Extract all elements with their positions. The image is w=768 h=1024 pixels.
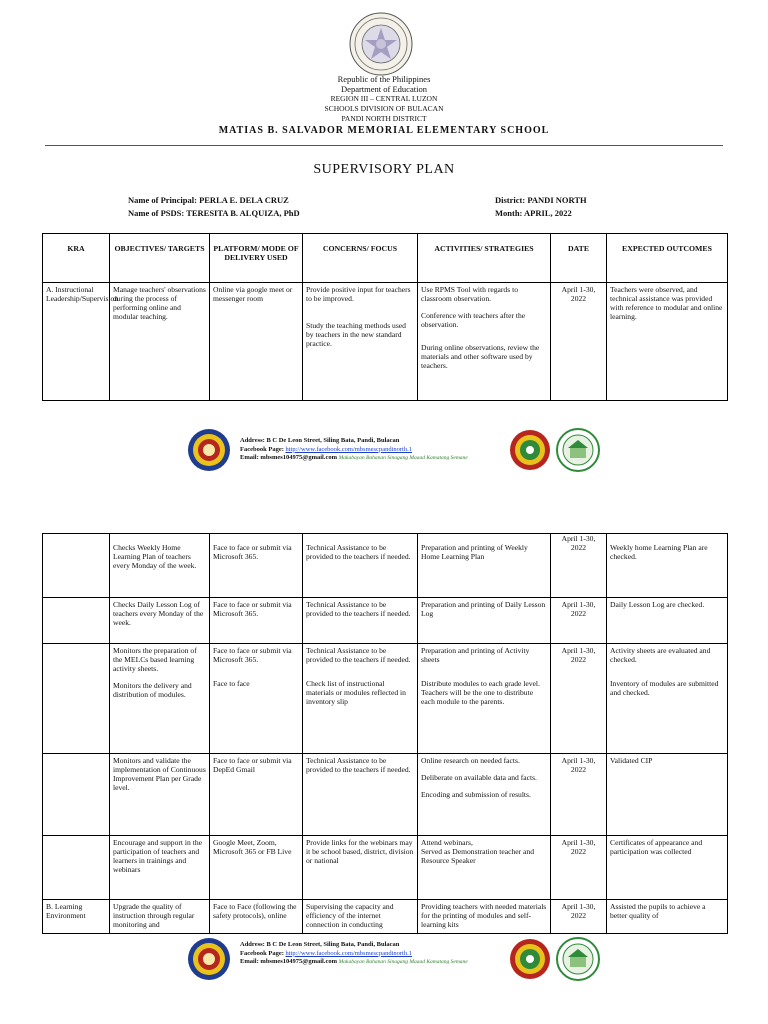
header-concerns: CONCERNS/ FOCUS (303, 234, 418, 283)
supervisory-plan-table (42, 233, 728, 401)
date-cell: April 1-30, 2022 (551, 534, 607, 598)
header-date: DATE (551, 234, 607, 283)
motto-text: Makabayan Bahanan Sinagang Maaad Kamatang Semane (338, 959, 468, 965)
email-label: Email: (240, 958, 259, 965)
supervisory-plan-table-continued (42, 533, 728, 934)
psds-label: Name of PSDS: (128, 208, 185, 218)
platform-cell: Google Meet, Zoom, Microsoft 365 or FB Live (210, 836, 303, 900)
activity-cell: Preparation and printing of Daily Lesson Log (418, 598, 551, 644)
outcome-cell (607, 644, 728, 754)
activity-item: Distribute modules to each grade level. (421, 679, 540, 688)
deped-seal-logo (349, 12, 413, 76)
header-activities: ACTIVITIES/ STRATEGIES (418, 234, 551, 283)
footer-contact (240, 941, 468, 967)
kra-cell: A. Instructional Leadership/Supervision (43, 283, 110, 401)
objective-item: Monitors the delivery and distribution of modules. (113, 681, 192, 699)
kra-cell (43, 644, 110, 754)
email-line (240, 454, 468, 463)
header-platform: PLATFORM/ MODE OF DELIVERY USED (210, 234, 303, 283)
table-row (43, 900, 728, 934)
header-line-5: PANDI NORTH DISTRICT (341, 114, 427, 123)
month-value: APRIL, 2022 (524, 208, 572, 218)
outcome-cell: Assisted the pupils to achieve a better quality of (607, 900, 728, 934)
facebook-link[interactable]: http://www.facebook.com/mbsmescpandinorth.1 (285, 445, 412, 453)
activity-cell: Providing teachers with needed materials for the printing of modules and self-learning kits (418, 900, 551, 934)
activity-item: Encoding and submission of results. (421, 790, 531, 799)
kra-cell (43, 534, 110, 598)
header-line-3: REGION III – CENTRAL LUZON (330, 94, 438, 103)
header-line-2: Department of Education (341, 84, 427, 94)
district-label: District: (495, 195, 526, 205)
email-value: mbsmes104975@gmail.com (260, 454, 338, 461)
address-value: B C De Leon Street, Siling Bata, Pandi, Bulacan (266, 941, 400, 948)
activity-item: Resource Speaker (421, 856, 476, 865)
month-label: Month: (495, 208, 523, 218)
header-kra: KRA (43, 234, 110, 283)
concern-cell: Technical Assistance to be provided to the teachers if needed. (303, 534, 418, 598)
objective-cell: Monitors and validate the implementation of Continuous Improvement Plan per Grade level. (110, 754, 210, 836)
facebook-label: Facebook Page: (240, 445, 284, 453)
school-name: MATIAS B. SALVADOR MEMORIAL ELEMENTARY SCHOOL (218, 125, 550, 136)
platform-cell: Online via google meet or messenger room (210, 283, 303, 401)
concern-cell (303, 283, 418, 401)
outcome-cell: Certificates of appearance and participation was collected (607, 836, 728, 900)
activity-item: Online research on needed facts. (421, 756, 520, 765)
table-header-row (43, 234, 728, 283)
date-cell: April 1-30, 2022 (551, 900, 607, 934)
concern-cell: Provide links for the webinars may it be school based, district, division or national (303, 836, 418, 900)
page-title: SUPERVISORY PLAN (313, 162, 455, 177)
objective-cell: Checks Weekly Home Learning Plan of teachers every Monday of the week. (110, 534, 210, 598)
facebook-line (240, 446, 468, 455)
objective-item: Monitors the preparation of the MELCs based learning activity sheets. (113, 646, 197, 673)
concern-item: Technical Assistance to be provided to the teachers if needed. (306, 646, 411, 664)
division-seal (509, 938, 551, 980)
activity-cell (418, 644, 551, 754)
psds-line (128, 208, 300, 218)
header-objectives: OBJECTIVES/ TARGETS (110, 234, 210, 283)
platform-cell: Face to Face (following the safety protocols), online (210, 900, 303, 934)
activity-item: Served as Demonstration teacher and (421, 847, 535, 856)
psds-name: TERESITA B. ALQUIZA, PhD (186, 208, 300, 218)
facebook-line (240, 950, 468, 959)
platform-cell: Face to face or submit via Microsoft 365. (210, 598, 303, 644)
header-divider (45, 145, 723, 146)
concern-item: Provide positive input for teachers to be improved. (306, 285, 411, 303)
platform-item: Face to face or submit via Microsoft 365. (213, 646, 292, 664)
activity-item: Preparation and printing of Activity sheets (421, 646, 530, 664)
table-row (43, 754, 728, 836)
activity-item: Attend webinars, (421, 838, 473, 847)
address-label: Address: (240, 941, 265, 948)
activity-item: Teachers will be the one to distribute each module to the parents. (421, 688, 534, 706)
concern-cell (303, 644, 418, 754)
address-label: Address: (240, 437, 265, 444)
table-row (43, 836, 728, 900)
outcome-cell: Teachers were observed, and technical assistance was provided with reference to modular and online learning. (607, 283, 728, 401)
facebook-link[interactable]: http://www.facebook.com/mbsmescpandinorth.1 (285, 949, 412, 957)
table-row (43, 644, 728, 754)
activity-item: Conference with teachers after the observation. (421, 311, 526, 329)
principal-name: PERLA E. DELA CRUZ (199, 195, 289, 205)
objective-cell: Upgrade the quality of instruction through regular monitoring and (110, 900, 210, 934)
outcome-item: Inventory of modules are submitted and checked. (610, 679, 719, 697)
date-cell: April 1-30, 2022 (551, 754, 607, 836)
activity-cell (418, 754, 551, 836)
table-row (43, 534, 728, 598)
district-line (495, 195, 587, 205)
principal-label: Name of Principal: (128, 195, 197, 205)
concern-item: Check list of instructional materials or modules reflected in inventory slip (306, 679, 406, 706)
table-row (43, 283, 728, 401)
email-line (240, 958, 468, 967)
objective-cell (110, 644, 210, 754)
activity-item: Use RPMS Tool with regards to classroom observation. (421, 285, 518, 303)
objective-cell: Encourage and support in the participation of teachers and learners in trainings and webinars (110, 836, 210, 900)
month-line (495, 208, 572, 218)
date-cell: April 1-30, 2022 (551, 598, 607, 644)
platform-cell: Face to face or submit via DepEd Gmail (210, 754, 303, 836)
header-outcomes: EXPECTED OUTCOMES (607, 234, 728, 283)
motto-text: Makabayan Bahanan Sinagang Maaad Kamatang Semane (338, 455, 468, 461)
activity-cell (418, 836, 551, 900)
header-line-4: SCHOOLS DIVISION OF BULACAN (324, 104, 444, 113)
footer-contact (240, 437, 468, 463)
outcome-cell: Weekly home Learning Plan are checked. (607, 534, 728, 598)
district-seal (556, 428, 600, 472)
principal-line (128, 195, 289, 205)
activity-cell (418, 283, 551, 401)
activity-item: Deliberate on available data and facts. (421, 773, 537, 782)
objective-cell: Manage teachers' observations during the process of performing online and modular teaching. (110, 283, 210, 401)
school-seal-left (187, 937, 231, 981)
address-line (240, 437, 468, 446)
header-line-1: Republic of the Philippines (337, 74, 431, 84)
district-value: PANDI NORTH (527, 195, 587, 205)
email-label: Email: (240, 454, 259, 461)
facebook-label: Facebook Page: (240, 949, 284, 957)
concern-cell: Technical Assistance to be provided to the teachers if needed. (303, 598, 418, 644)
concern-item: Study the teaching methods used by teachers in the new standard practice. (306, 321, 406, 348)
platform-item: Face to face (213, 679, 250, 688)
date-cell: April 1-30, 2022 (551, 836, 607, 900)
platform-cell (210, 644, 303, 754)
objective-cell: Checks Daily Lesson Log of teachers every Monday of the week. (110, 598, 210, 644)
date-cell: April 1-30, 2022 (551, 644, 607, 754)
outcome-cell: Validated CIP (607, 754, 728, 836)
platform-cell: Face to face or submit via Microsoft 365. (210, 534, 303, 598)
division-seal (509, 429, 551, 471)
district-seal (556, 937, 600, 981)
activity-item: During online observations, review the materials and other software used by teachers. (421, 343, 540, 370)
kra-cell (43, 598, 110, 644)
table-row (43, 598, 728, 644)
kra-cell: B. Learning Environment (43, 900, 110, 934)
school-seal-left (187, 428, 231, 472)
concern-cell: Supervising the capacity and efficiency of the internet connection in conducting (303, 900, 418, 934)
email-value: mbsmes104975@gmail.com (260, 958, 338, 965)
kra-cell (43, 836, 110, 900)
kra-cell (43, 754, 110, 836)
outcome-item: Activity sheets are evaluated and checked. (610, 646, 711, 664)
address-line (240, 941, 468, 950)
concern-cell: Technical Assistance to be provided to the teachers if needed. (303, 754, 418, 836)
date-cell: April 1-30, 2022 (551, 283, 607, 401)
outcome-cell: Daily Lesson Log are checked. (607, 598, 728, 644)
address-value: B C De Leon Street, Siling Bata, Pandi, Bulacan (266, 437, 400, 444)
activity-cell: Preparation and printing of Weekly Home Learning Plan (418, 534, 551, 598)
